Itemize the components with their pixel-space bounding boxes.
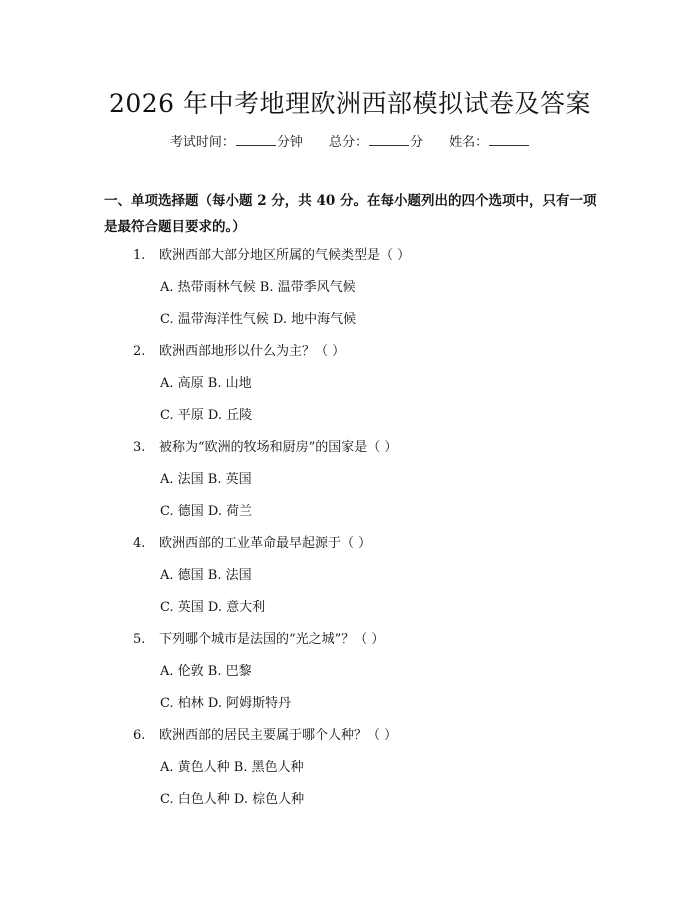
score-blank (369, 133, 409, 146)
question-text: 欧洲西部的居民主要属于哪个人种？（ ） (159, 728, 398, 743)
question-4-options-ab: A. 德国 B. 法国 (160, 568, 252, 583)
question-2-options-ab: A. 高原 B. 山地 (160, 376, 252, 391)
question-5 (133, 628, 384, 647)
name-label: 姓名： (449, 135, 489, 150)
question-text: 欧洲西部的工业革命最早起源于（ ） (159, 536, 372, 551)
question-number: 5. (133, 632, 146, 647)
question-2 (133, 340, 345, 359)
question-number: 3. (133, 440, 146, 455)
question-4-options-cd: C. 英国 D. 意大利 (160, 600, 266, 615)
question-4 (133, 532, 371, 551)
time-label: 考试时间： (169, 135, 235, 150)
time-blank (236, 133, 276, 146)
score-label: 总分： (328, 135, 368, 150)
question-3 (133, 436, 397, 455)
question-5-options-cd: C. 柏林 D. 阿姆斯特丹 (160, 696, 292, 711)
question-3-options-ab: A. 法国 B. 英国 (160, 472, 252, 487)
question-number: 6. (133, 728, 146, 743)
time-unit: 分钟 (276, 135, 303, 150)
exam-time (170, 135, 307, 150)
question-6-options-ab: A. 黄色人种 B. 黑色人种 (160, 760, 304, 775)
question-1-options-cd: C. 温带海洋性气候 D. 地中海气候 (160, 312, 357, 327)
question-3-options-cd: C. 德国 D. 荷兰 (160, 504, 253, 519)
question-number: 4. (133, 536, 146, 551)
question-1 (133, 244, 410, 263)
question-6 (133, 724, 397, 743)
section-heading: 一、单项选择题（每小题 2 分，共 40 分。在每小题列出的四个选项中，只有一项是最符合题目要求的。） (104, 193, 597, 235)
page-title: 2026 年中考地理欧洲西部模拟试卷及答案 (108, 89, 592, 118)
score-unit: 分 (410, 135, 424, 150)
exam-score (329, 135, 427, 150)
question-2-options-cd: C. 平原 D. 丘陵 (160, 408, 253, 423)
question-number: 2. (133, 344, 146, 359)
question-number: 1. (133, 248, 146, 263)
exam-meta (0, 131, 700, 150)
name-blank (489, 133, 529, 146)
exam-name (449, 135, 530, 150)
question-5-options-ab: A. 伦敦 B. 巴黎 (160, 664, 252, 679)
question-text: 被称为“欧洲的牧场和厨房”的国家是（ ） (159, 440, 398, 455)
question-text: 下列哪个城市是法国的“光之城”？（ ） (159, 632, 385, 647)
question-text: 欧洲西部地形以什么为主？（ ） (159, 344, 346, 359)
question-1-options-ab: A. 热带雨林气候 B. 温带季风气候 (160, 280, 356, 295)
question-6-options-cd: C. 白色人种 D. 棕色人种 (160, 792, 305, 807)
question-text: 欧洲西部大部分地区所属的气候类型是（ ） (159, 248, 411, 263)
